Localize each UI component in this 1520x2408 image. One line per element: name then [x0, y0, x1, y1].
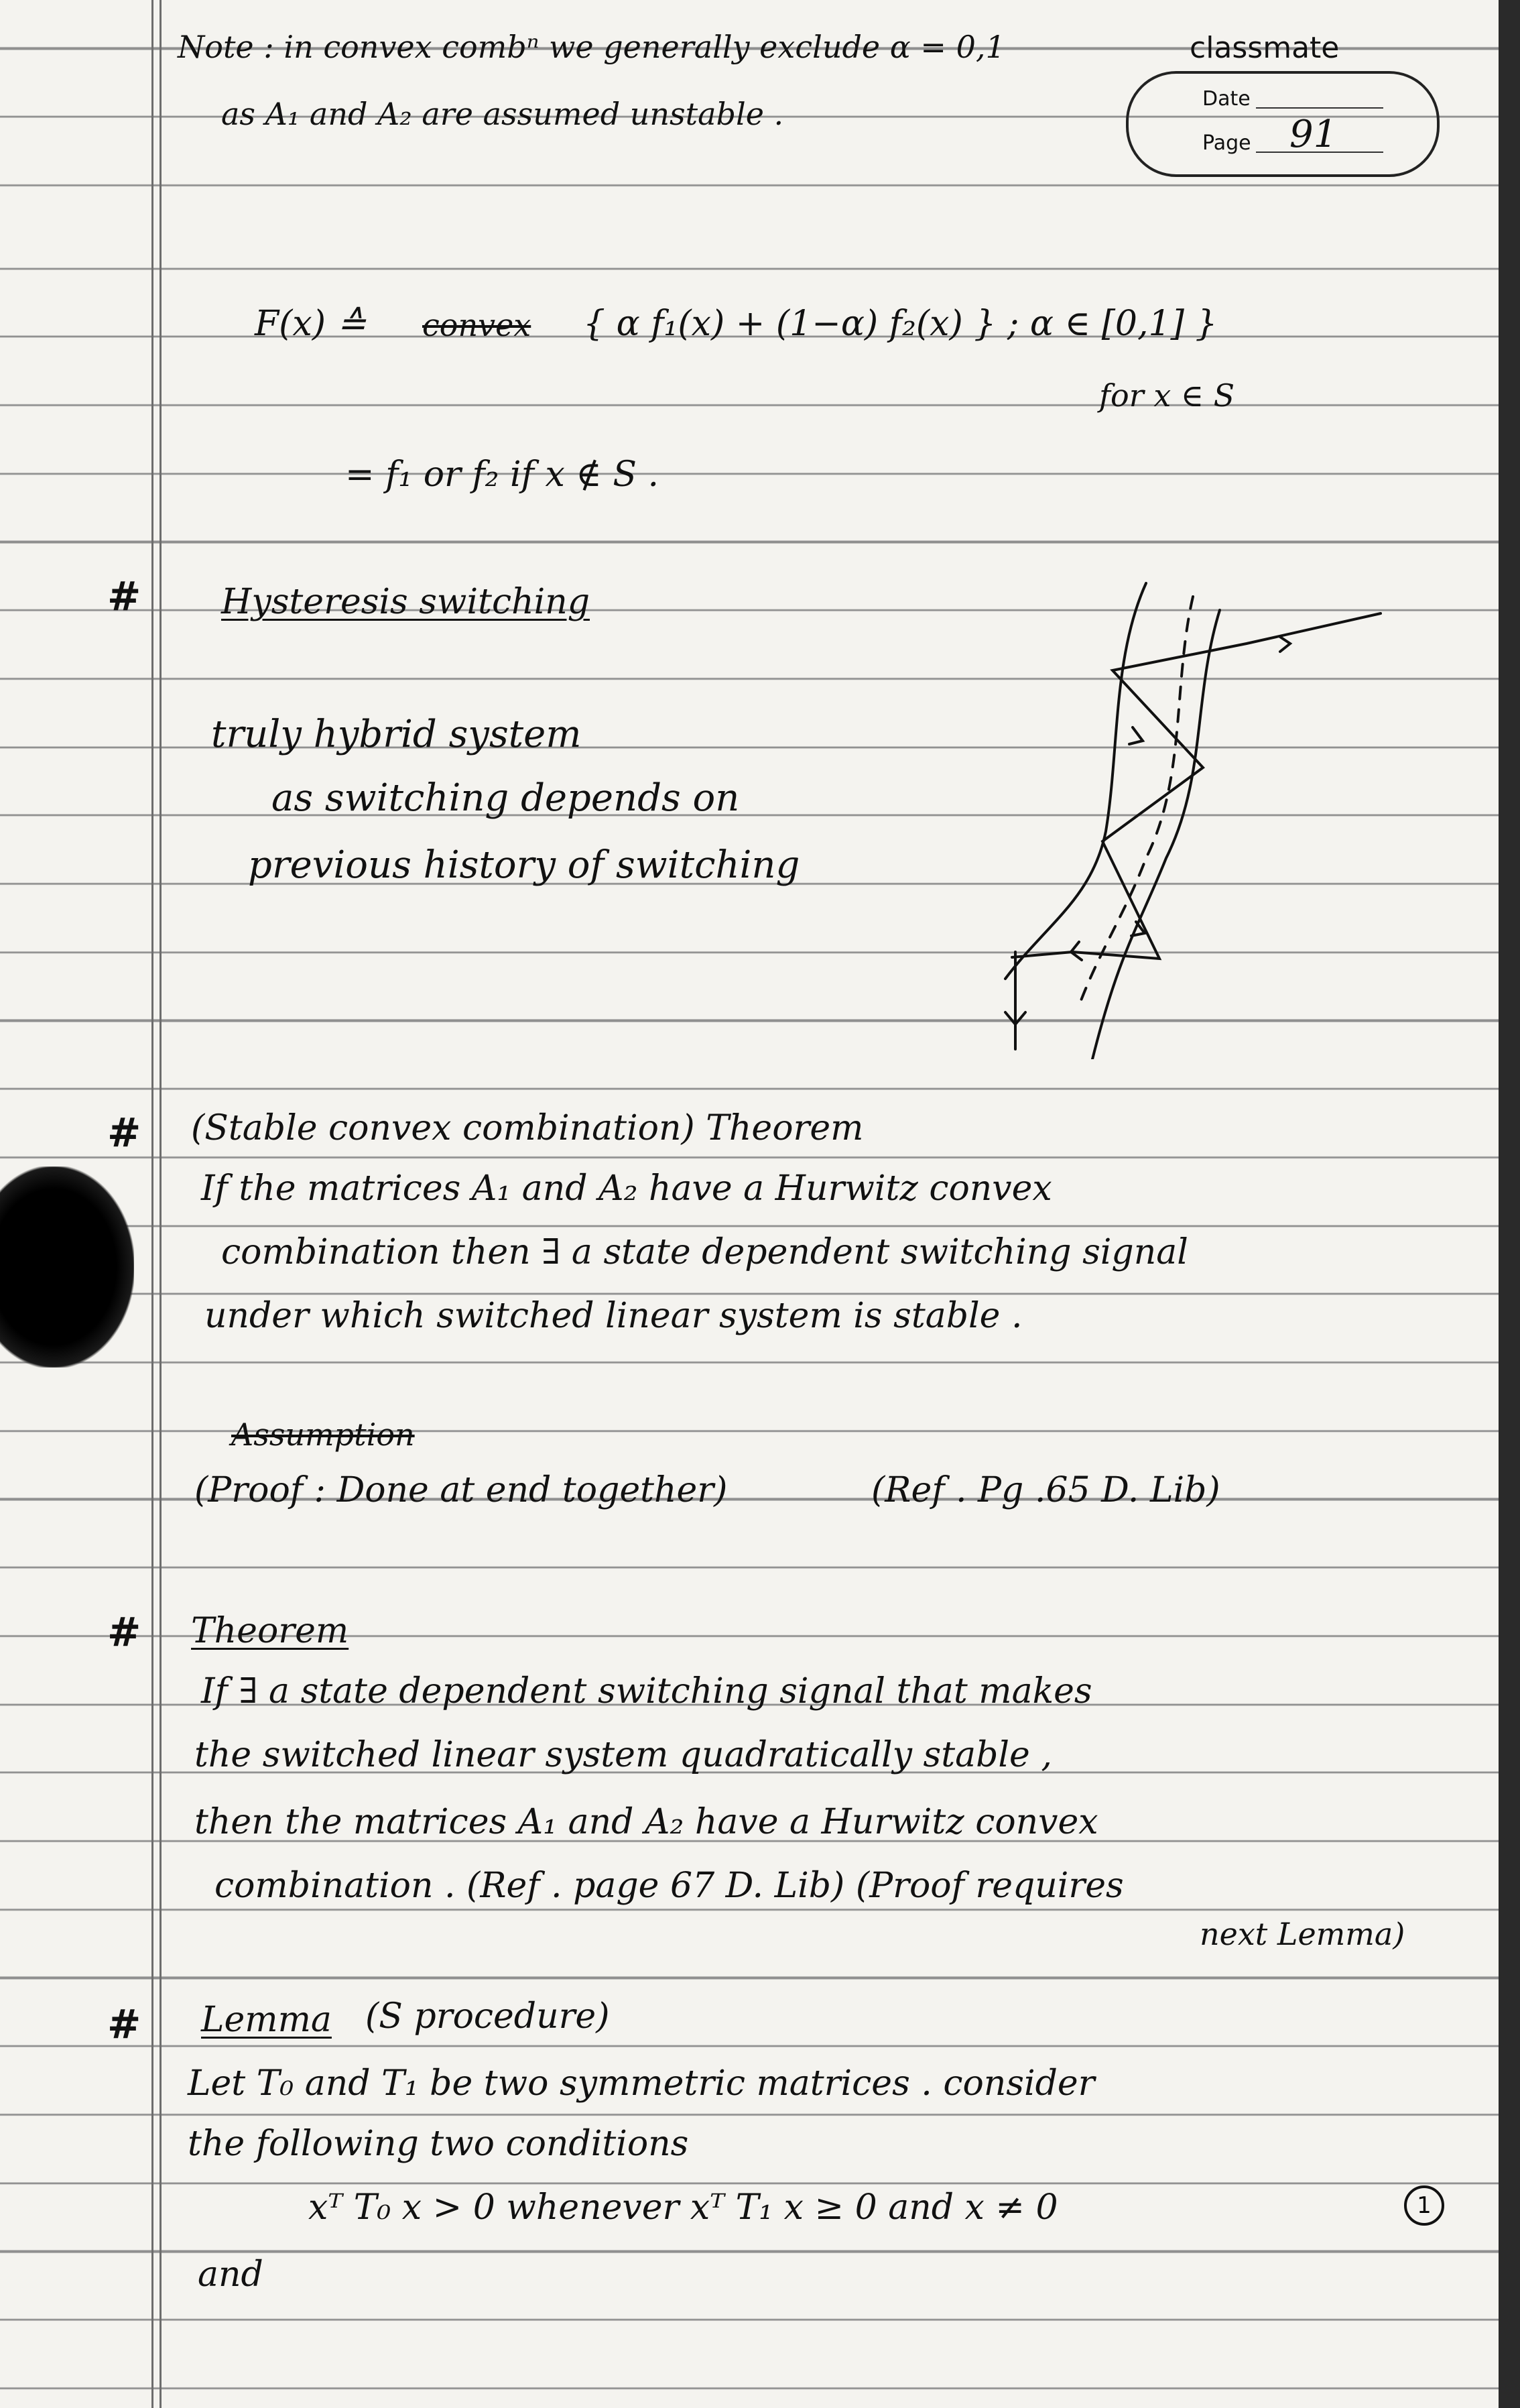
- logo-date-line: [1256, 107, 1383, 109]
- struck-assumption: Assumption: [231, 1417, 415, 1453]
- formula-condition: for x ∈ S: [1099, 377, 1235, 414]
- logo-page-label: Page: [1202, 131, 1251, 155]
- hysteresis-diagram: [965, 577, 1394, 1059]
- classmate-logo: [1126, 27, 1441, 181]
- trajectory-arrowhead: [1280, 637, 1290, 652]
- stable-theorem-heading: (Stable convex combination) Theorem: [191, 1108, 864, 1148]
- logo-brand: classmate: [1190, 31, 1340, 65]
- formula-struck-word: convex: [422, 307, 531, 343]
- hysteresis-line-1: truly hybrid system: [211, 713, 582, 756]
- stable-theorem-line-2: combination then ∃ a state dependent switching signal: [221, 1232, 1188, 1272]
- lemma-line-1: Let T₀ and T₁ be two symmetric matrices . consider: [188, 2063, 1095, 2104]
- stable-theorem-line-3: under which switched linear system is stable .: [204, 1296, 1023, 1336]
- margin-line: [160, 0, 162, 2408]
- logo-date-label: Date: [1202, 87, 1251, 111]
- trajectory-arrowhead: [1129, 727, 1143, 744]
- lemma-condition-1: xᵀ T₀ x > 0 whenever xᵀ T₁ x ≥ 0 and x ≠ 0: [308, 2187, 1058, 2228]
- logo-page-number: 91: [1289, 113, 1338, 156]
- thumb-shadow: [0, 1166, 134, 1368]
- logo-date-page-box: [1126, 71, 1440, 177]
- lemma-subtitle: (S procedure): [365, 1996, 610, 2037]
- bullet-hash: #: [107, 1609, 141, 1656]
- note-line-2: as A₁ and A₂ are assumed unstable .: [221, 96, 784, 132]
- theorem2-heading: Theorem: [191, 1611, 349, 1651]
- note-line-1: Note : in convex combⁿ we generally exclude α = 0,1: [178, 29, 1005, 65]
- hysteresis-boundary-left: [1005, 583, 1146, 979]
- hysteresis-heading: Hysteresis switching: [221, 582, 590, 622]
- theorem2-line-1: If ∃ a state dependent switching signal that makes: [201, 1671, 1092, 1711]
- lemma-line-2: the following two conditions: [188, 2124, 689, 2164]
- lemma-heading: Lemma: [201, 2000, 332, 2040]
- bullet-hash: #: [107, 1109, 141, 1156]
- condition-number-circle: 1: [1404, 2185, 1444, 2226]
- theorem2-tail: next Lemma): [1200, 1916, 1405, 1952]
- formula-body: { α f₁(x) + (1−α) f₂(x) } ; α ∈ [0,1] }: [583, 304, 1218, 344]
- hysteresis-line-3: previous history of switching: [248, 843, 800, 887]
- lemma-and: and: [198, 2254, 263, 2295]
- theorem2-line-3: then the matrices A₁ and A₂ have a Hurwitz convex: [194, 1802, 1098, 1842]
- theorem2-line-4: combination . (Ref . page 67 D. Lib) (Proof requires: [214, 1866, 1124, 1906]
- bullet-hash: #: [107, 573, 141, 620]
- formula-else: = f₁ or f₂ if x ∉ S .: [345, 455, 659, 495]
- stable-theorem-proof: (Proof : Done at end together): [194, 1470, 728, 1510]
- stable-theorem-ref: (Ref . Pg .65 D. Lib): [871, 1470, 1220, 1510]
- formula-lhs: F(x) ≙: [255, 304, 367, 344]
- bullet-hash: #: [107, 2001, 141, 2048]
- hysteresis-line-2: as switching depends on: [271, 776, 740, 820]
- margin-line: [151, 0, 153, 2408]
- theorem2-line-2: the switched linear system quadratically stable ,: [194, 1735, 1052, 1775]
- stable-theorem-line-1: If the matrices A₁ and A₂ have a Hurwitz convex: [201, 1168, 1052, 1209]
